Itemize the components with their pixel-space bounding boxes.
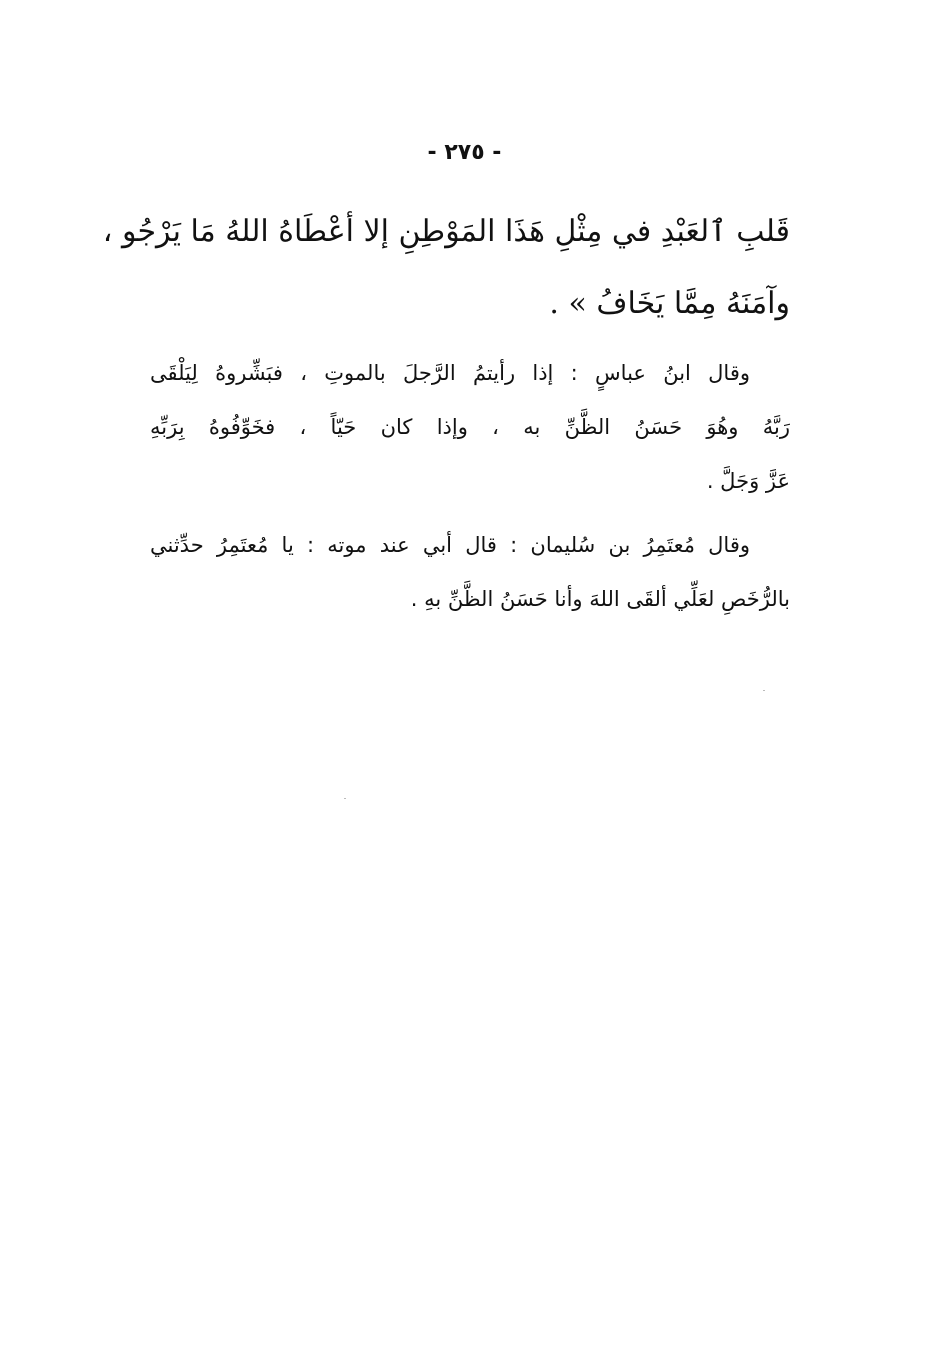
paragraph-1-line-3: عَزَّ وَجَلَّ . — [706, 469, 790, 493]
page-number: - ٢٧٥ - — [427, 140, 502, 165]
paragraph-2-line-2: بالرُّخَصِ لعَلِّي ألقَى اللهَ وأنا حَسَنُ الظَّنِّ بهِ . — [410, 587, 790, 611]
continuation-paragraph — [102, 196, 790, 340]
continuation-line-1: قَلبِ ٱلعَبْدِ في مِثْلِ هَذَا المَوْطِنِ إلا أعْطَاهُ اللهُ مَا يَرْجُو ، — [102, 214, 790, 249]
paragraph-mutamir — [150, 518, 790, 626]
paragraph-ibn-abbas — [150, 346, 790, 508]
continuation-line-2: وآمَنَهُ مِمَّا يَخَافُ » . — [549, 286, 790, 321]
scan-speck — [763, 690, 765, 691]
paragraph-2-line-1: وقال مُعتَمِرُ بن سُليمان : قال أبي عند موته : يا مُعتَمِرُ حدِّثني — [150, 533, 750, 557]
scan-speck — [344, 798, 346, 799]
paragraph-1-line-1: وقال ابنُ عباسٍ : إذا رأيتمُ الرَّجلَ بالموتِ ، فبَشِّروهُ لِيَلْقَى — [150, 361, 750, 385]
paragraph-1-line-2: رَبَّهُ وهُوَ حَسَنُ الظَّنِّ به ، وإذا كان حَيّاً ، فخَوِّفُوهُ بِرَبِّهِ — [150, 415, 790, 439]
